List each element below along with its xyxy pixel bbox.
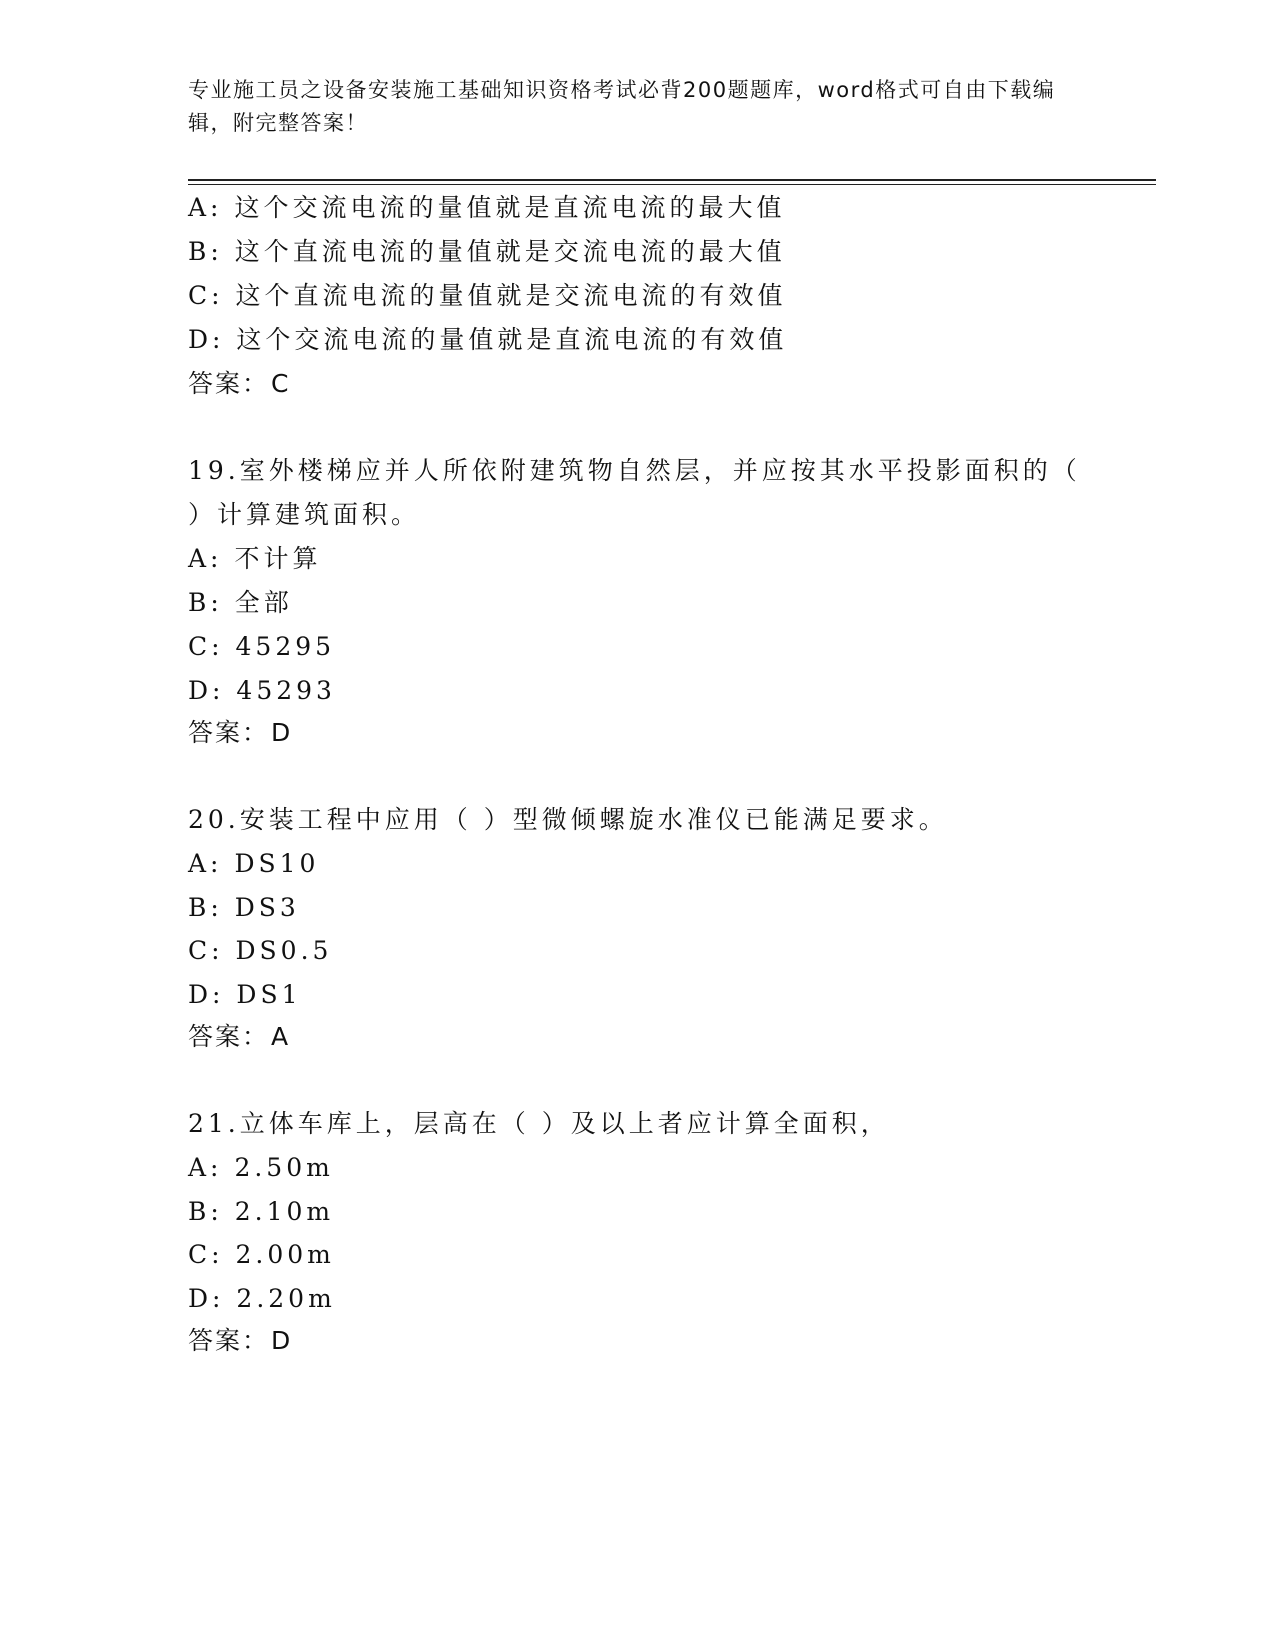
header-rule-thick (188, 179, 1156, 181)
question-text: 21.立体车库上，层高在（ ）及以上者应计算全面积， (188, 1109, 890, 1138)
header-rule-thin (188, 184, 1156, 185)
option-a: A: 不计算 (188, 544, 322, 573)
option-d: D: 这个交流电流的量值就是直流电流的有效值 (188, 325, 788, 354)
option-b: B: DS3 (188, 893, 300, 922)
question-text-continued: ）计算建筑面积。 (188, 500, 421, 529)
option-a: A: 这个交流电流的量值就是直流电流的最大值 (188, 193, 786, 222)
option-b: B: 2.10m (188, 1197, 335, 1226)
option-c: C: 2.00m (188, 1240, 335, 1269)
answer-line: 答案：A (188, 1022, 291, 1051)
option-c: C: 这个直流电流的量值就是交流电流的有效值 (188, 281, 787, 310)
option-d: D: 2.20m (188, 1284, 336, 1313)
option-c: C: DS0.5 (188, 936, 333, 965)
option-b: B: 全部 (188, 588, 293, 617)
option-c: C: 45295 (188, 632, 336, 661)
answer-line: 答案：C (188, 369, 291, 398)
option-b: B: 这个直流电流的量值就是交流电流的最大值 (188, 237, 786, 266)
option-d: D: DS1 (188, 980, 302, 1009)
question-text: 19.室外楼梯应并人所依附建筑物自然层，并应按其水平投影面积的（ (188, 456, 1081, 485)
header-title: 专业施工员之设备安装施工基础知识资格考试必背200题题库，word格式可自由下载编辑，附完整答案！ (188, 78, 1056, 135)
option-a: A: DS10 (188, 849, 320, 878)
answer-line: 答案：D (188, 718, 293, 747)
option-a: A: 2.50m (188, 1153, 334, 1182)
option-d: D: 45293 (188, 676, 336, 705)
answer-line: 答案：D (188, 1326, 293, 1355)
question-text: 20.安装工程中应用（ ）型微倾螺旋水准仪已能满足要求。 (188, 805, 948, 834)
